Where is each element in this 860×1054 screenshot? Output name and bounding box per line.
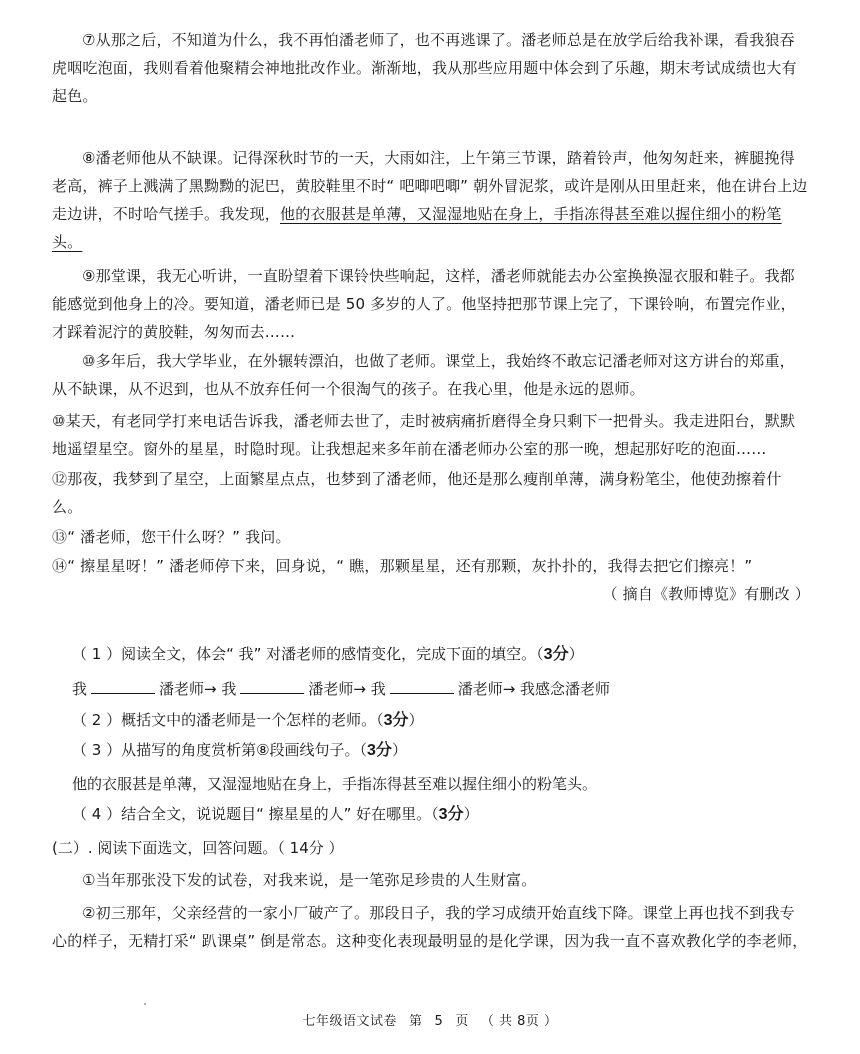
question-2-score: 3分 [383, 712, 409, 729]
paragraph-11: ⑩某天，有老同学打来电话告诉我，潘老师去世了，走时被病痛折磨得全身只剩下一把骨头。我走进阳台，默默地遥望星空。窗外的星星，时隐时现。让我想起来多年前在潘老师办公室的那一晚，想起那好吃的泡面…… [52, 412, 796, 458]
fill-label-end: 潘老师→ 我感念潘老师 [457, 680, 611, 698]
scan-speck [144, 1003, 146, 1005]
footer-page-label: 第 [409, 1014, 423, 1029]
question-1-text: （ 1 ）阅读全文，体会“ 我” 对潘老师的感情变化，完成下面的填空。（ [72, 645, 544, 663]
question-1-fill [72, 675, 810, 703]
paragraph-8-text: ⑧潘老师他从不缺课。记得深秋时节的一天，大雨如注，上午第三节课，踏着铃声，他匆匆赶来，裤腿挽得老高，裤子上溅满了黑黝黝的泥巴，黄胶鞋里不时“ 吧唧吧唧” 朝外冒泥浆，或许是刚从田里赶来，他在讲台上边走边讲，不时哈气搓手。我发现， [52, 149, 808, 223]
question-4 [72, 800, 810, 829]
source-citation: （ 摘自《教师博览》有删改 ） [602, 585, 810, 603]
fill-label-mid-2: 潘老师→ 我 [308, 680, 386, 698]
section-2-heading: (二）. 阅读下面选文，回答问题。（ 14分 ） [52, 839, 344, 857]
section-2-paragraph-2: ②初三那年，父亲经营的一家小厂破产了。那段日子，我的学习成绩开始直线下降。课堂上再也找不到我专心的样子，无精打采“ 趴课桌” 倒是常态。这种变化表现最明显的是化学课，因为我一直不喜欢教化学的李老师， [52, 904, 808, 950]
paragraph-10: ⑩多年后，我大学毕业，在外辗转漂泊，也做了老师。课堂上，我始终不敢忘记潘老师对这方讲台的郑重，从不缺课，从不迟到，也从不放弃任何一个很淘气的孩子。在我心里，他是永远的恩师。 [52, 352, 795, 398]
fill-blank-3[interactable] [390, 677, 454, 694]
question-1 [72, 640, 810, 669]
paragraph-12: ⑫那夜，我梦到了星空，上面繁星点点，也梦到了潘老师，他还是那么瘦削单薄，满身粉笔尘，他使劲擦着什么。 [52, 470, 782, 516]
question-3-text: （ 3 ）从描写的角度赏析第⑧段画线句子。（ [72, 741, 368, 759]
footer-total-pages: （ 共 8页 ） [480, 1014, 558, 1029]
question-3-quote: 他的衣服甚是单薄，又湿湿地贴在身上，手指冻得甚至难以握住细小的粉笔头。 [72, 775, 598, 793]
fill-blank-1[interactable] [91, 677, 155, 694]
question-1-score: 3分 [543, 646, 569, 663]
question-4-close: ） [463, 805, 479, 823]
fill-label-mid-1: 潘老师→ 我 [159, 680, 237, 698]
question-1-close: ） [568, 645, 584, 663]
question-3-close: ） [391, 741, 407, 759]
footer-subject: 七年级语文试卷 [302, 1014, 398, 1029]
question-2-close: ） [408, 711, 424, 729]
paragraph-7: ⑦从那之后，不知道为什么，我不再怕潘老师了，也不再逃课了。潘老师总是在放学后给我补课，看我狼吞虎咽吃泡面，我则看着他聚精会神地批改作业。渐渐地，我从那些应用题中体会到了乐趣，期末考试成绩也大有起色。 [52, 31, 797, 105]
paragraph-13: ⑬“ 潘老师，您干什么呀？” 我问。 [52, 528, 291, 546]
question-4-score: 3分 [438, 806, 464, 823]
question-2-text: （ 2 ）概括文中的潘老师是一个怎样的老师。（ [72, 711, 384, 729]
footer-page-number: 5 [434, 1014, 444, 1029]
section-2-paragraph-1: ①当年那张没下发的试卷，对我来说，是一笔弥足珍贵的人生财富。 [82, 871, 537, 889]
question-3 [72, 736, 810, 765]
paragraph-14: ⑭“ 擦星星呀！” 潘老师停下来，回身说，“ 瞧，那颗星星，还有那颗，灰扑扑的，我得去把它们擦亮！” [52, 557, 753, 575]
paragraph-8 [52, 144, 810, 256]
footer-page-unit: 页 [455, 1014, 469, 1029]
question-4-text: （ 4 ）结合全文，说说题目“ 擦星星的人” 好在哪里。（ [72, 805, 439, 823]
fill-label-start: 我 [72, 680, 88, 698]
question-3-score: 3分 [367, 742, 392, 759]
paragraph-8-underlined-sentence: 他的衣服甚是单薄，又湿湿地贴在身上，手指冻得甚至难以握住细小的粉笔头。 [52, 205, 782, 251]
fill-blank-2[interactable] [240, 677, 304, 694]
page-footer [0, 1012, 860, 1032]
question-2 [72, 706, 810, 735]
paragraph-9: ⑨那堂课，我无心听讲，一直盼望着下课铃快些响起，这样，潘老师就能去办公室换换湿衣服和鞋子。我都能感觉到他身上的冷。要知道，潘老师已是 50 多岁的人了。他坚持把那节课上完了，下课铃响，布置完作业，才踩着泥泞的黄胶鞋，匆匆而去…… [52, 267, 796, 341]
